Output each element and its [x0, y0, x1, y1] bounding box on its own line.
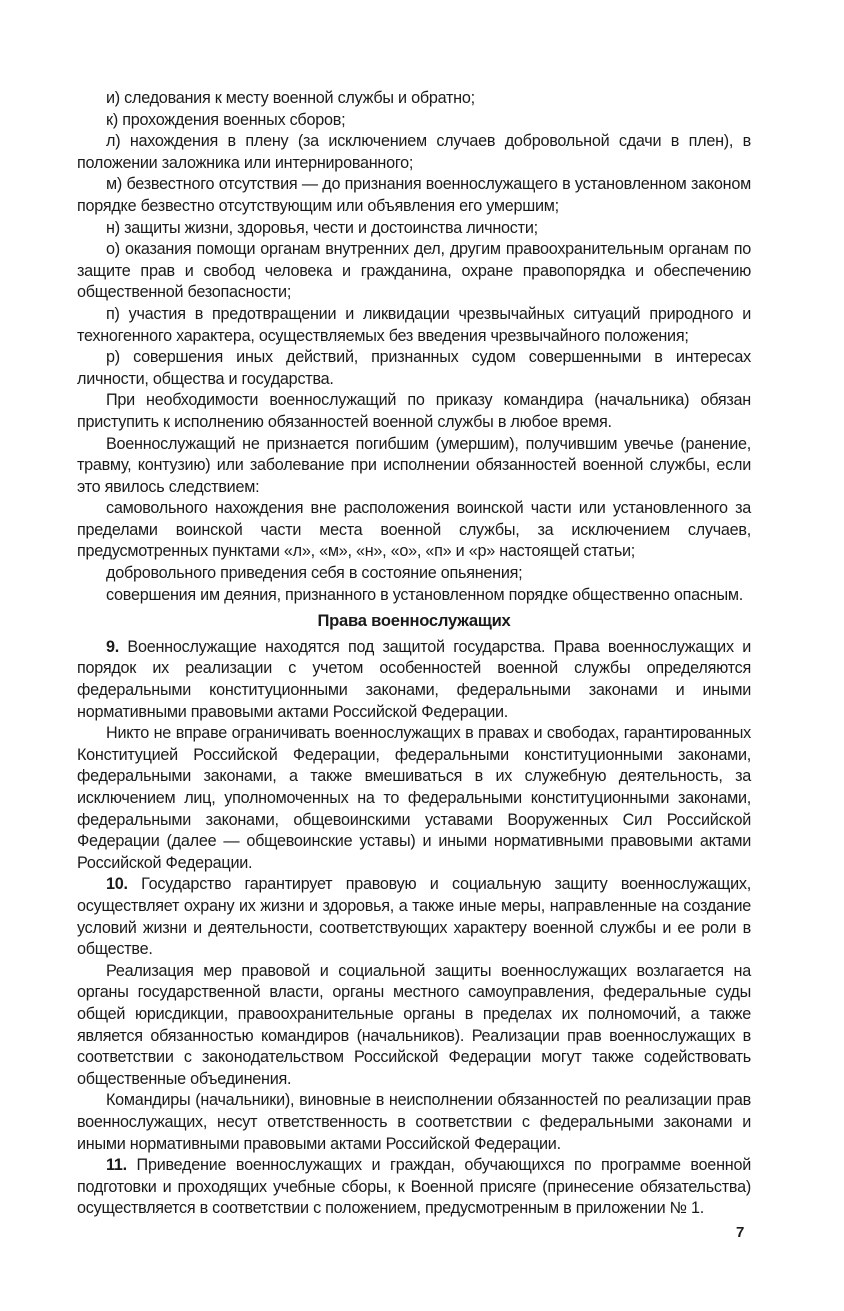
article-number: 11. [106, 1156, 127, 1175]
condition-dangerous-act: совершения им деяния, признанного в установленном порядке общественно опасным. [106, 585, 743, 604]
article-11 [77, 1155, 751, 1220]
article-number: 9. [106, 637, 120, 656]
article-9 [77, 637, 751, 723]
paragraph-duty-anytime: При необходимости военнослужащий по приказу командира (начальника) обязан приступить к исполнению обязанностей военной службы в любое время. [77, 391, 751, 431]
list-item-i: и) следования к месту военной службы и обратно; [106, 89, 475, 107]
list-item-p: п) участия в предотвращении и ликвидации чрезвычайных ситуаций природного и техногенного характера, осуществляемых без введения чрезвычайного положения; [77, 304, 751, 345]
paragraph-not-recognized: Военнослужащий не признается погибшим (умершим), получившим увечье (ранение, травму, контузию) или заболевание при исполнении обязанностей военной службы, если это явилось следствием: [77, 434, 751, 496]
article-text: Военнослужащие находятся под защитой государства. Права военнослужащих и порядок их реализации с учетом особенностей военной службы определяются федеральными конституционными законами, федеральными законами и иными нормативными правовыми актами Российской Федерации. [77, 637, 751, 721]
section-heading: Права военнослужащих [317, 611, 511, 631]
list-item-k: к) прохождения военных сборов; [106, 110, 346, 129]
article-9-paragraph-2: Никто не вправе ограничивать военнослужащих в правах и свободах, гарантированных Конституцией Российской Федерации, федеральными конституционными законами, федеральными законами, а также вмешиваться в их служебную деятельность, за исключением лиц, уполномоченных на то федеральными конституционными законами, федеральными законами, общевоинскими уставами Вооруженных Сил Российской Федерации (далее — общевоинские уставы) и иными нормативными правовыми актами Российской Федерации. [77, 724, 751, 872]
list-item-l: л) нахождения в плену (за исключением случаев добровольной сдачи в плен), в положении заложника или интернированного; [77, 132, 751, 172]
article-number: 10. [106, 875, 128, 894]
list-item-r: р) совершения иных действий, признанных судом совершенными в интересах личности, общества и государства. [77, 348, 751, 388]
document-page [77, 88, 751, 1220]
list-item-n: н) защиты жизни, здоровья, чести и достоинства личности; [106, 218, 538, 237]
article-10-paragraph-2: Реализация мер правовой и социальной защиты военнослужащих возлагается на органы государственной власти, органы местного самоуправления, федеральные суды общей юрисдикции, правоохранительные органы в пределах их полномочий, а также является обязанностью командиров (начальников). Реализации прав военнослужащих в соответствии с законодательством Российской Федерации могут также содействовать общественные объединения. [77, 961, 751, 1088]
list-item-m: м) безвестного отсутствия — до признания военнослужащего в установленном законом порядке безвестно отсутствующим или объявления его умершим; [77, 175, 751, 215]
article-10-paragraph-3: Командиры (начальники), виновные в неисполнении обязанностей по реализации прав военнослужащих, несут ответственность в соответствии с федеральными законами и иными нормативными правовыми актами Российской Федерации. [77, 1091, 751, 1153]
page-number: 7 [736, 1224, 745, 1241]
list-item-o: о) оказания помощи органам внутренних дел, другим правоохранительным органам по защите прав и свобод человека и гражданина, охране правопорядка и обеспечению общественной безопасности; [77, 240, 751, 302]
condition-intoxication: добровольного приведения себя в состояние опьянения; [106, 564, 523, 583]
condition-absence: самовольного нахождения вне расположения воинской части или установленного за пределами воинской части места военной службы, за исключением случаев, предусмотренных пунктами «л», «м», «н», «о», «п» и «р» настоящей статьи; [77, 499, 751, 561]
article-10 [77, 874, 751, 960]
article-text: Приведение военнослужащих и граждан, обучающихся по программе военной подготовки и проходящих учебные сборы, к Военной присяге (принесение обязательства) осуществляется в соответствии с положением, предусмотренным в приложении № 1. [77, 1156, 751, 1218]
article-text: Государство гарантирует правовую и социальную защиту военнослужащих, осуществляет охрану их жизни и здоровья, а также иные меры, направленные на создание условий жизни и деятельности, соответствующих характеру военной службы и ее роли в обществе. [77, 875, 751, 959]
